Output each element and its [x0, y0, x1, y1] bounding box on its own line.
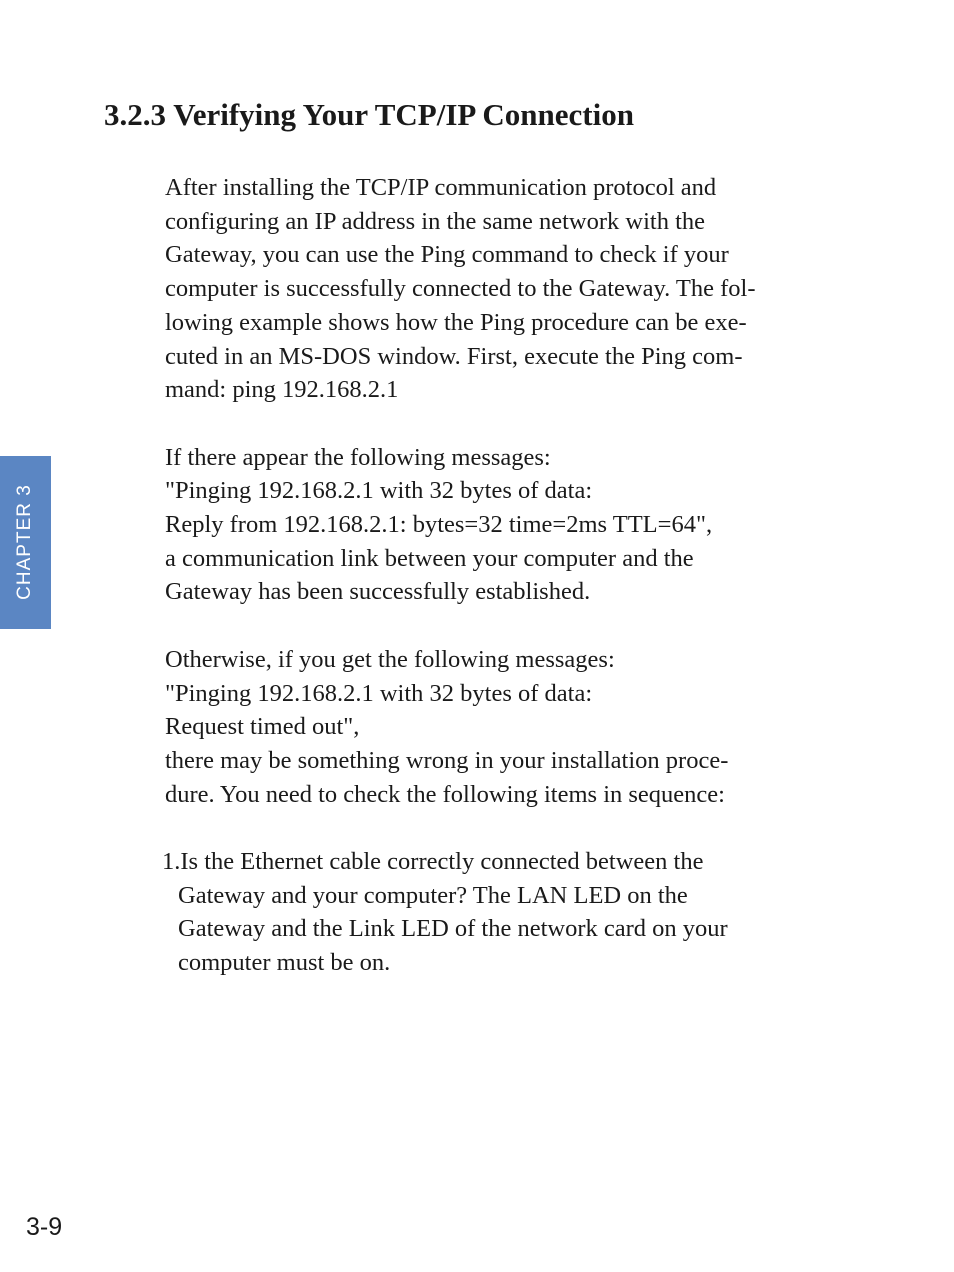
- paragraph-line: computer is successfully connected to the Gateway. The fol-: [165, 275, 756, 303]
- paragraph-gap: [165, 407, 865, 441]
- paragraph-line: dure. You need to check the following items in sequence:: [165, 780, 725, 808]
- paragraph-line: there may be something wrong in your installation proce-: [165, 746, 729, 774]
- list-item-line: computer must be on.: [178, 949, 391, 977]
- paragraph-line: mand: ping 192.168.2.1: [165, 376, 399, 404]
- paragraph-line: cuted in an MS-DOS window. First, execute the Ping com-: [165, 342, 743, 370]
- paragraph-line: Gateway has been successfully established.: [165, 578, 591, 606]
- chapter-label: CHAPTER 3: [14, 484, 35, 600]
- list-item: [162, 845, 865, 980]
- body-text: [162, 171, 865, 980]
- page-number: 3-9: [26, 1213, 63, 1241]
- chapter-side-tab: [0, 456, 51, 629]
- paragraph-line: Gateway, you can use the Ping command to check if your: [165, 241, 729, 269]
- paragraph-line: configuring an IP address in the same network with the: [165, 207, 706, 235]
- list-item-line: 1.Is the Ethernet cable correctly connected between the: [162, 848, 704, 876]
- paragraph-2: [165, 441, 865, 610]
- paragraph-line: Reply from 192.168.2.1: bytes=32 time=2ms TTL=64",: [165, 511, 713, 539]
- list-item-line: Gateway and the Link LED of the network card on your: [178, 915, 728, 943]
- paragraph-gap: [165, 811, 865, 845]
- paragraph-line: After installing the TCP/IP communication protocol and: [165, 174, 717, 201]
- paragraph-gap: [165, 609, 865, 643]
- paragraph-line: "Pinging 192.168.2.1 with 32 bytes of data:: [165, 679, 593, 707]
- paragraph-line: Request timed out",: [165, 713, 360, 741]
- paragraph-line: "Pinging 192.168.2.1 with 32 bytes of data:: [165, 477, 593, 505]
- paragraph-3: [165, 643, 865, 812]
- paragraph-line: Otherwise, if you get the following messages:: [165, 645, 615, 673]
- paragraph-line: If there appear the following messages:: [165, 443, 551, 471]
- paragraph-line: lowing example shows how the Ping procedure can be exe-: [165, 308, 747, 336]
- section-heading: 3.2.3 Verifying Your TCP/IP Connection: [104, 97, 634, 132]
- paragraph-1: [165, 171, 865, 407]
- list-item-line: Gateway and your computer? The LAN LED on the: [178, 881, 688, 909]
- paragraph-line: a communication link between your computer and the: [165, 544, 694, 572]
